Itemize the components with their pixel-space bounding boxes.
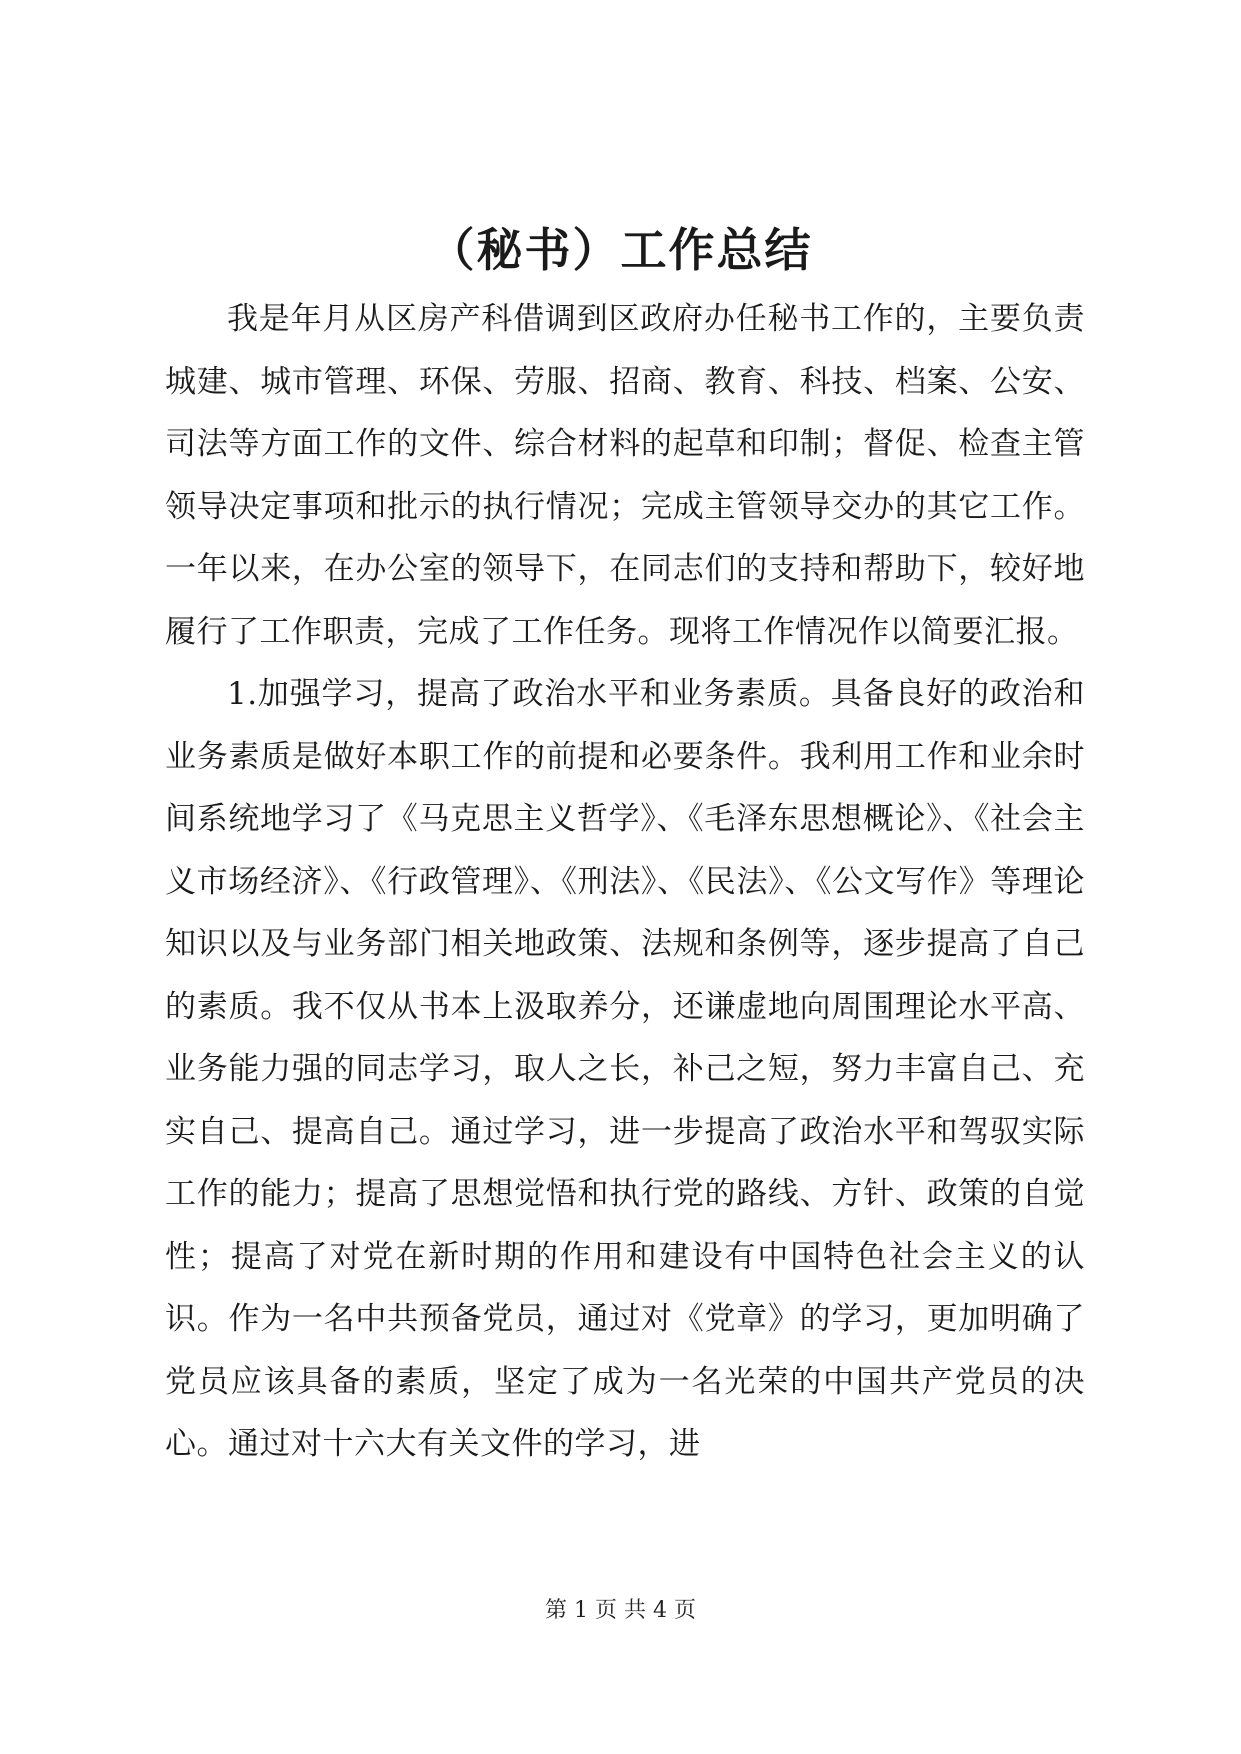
paragraph-intro: 我是年月从区房产科借调到区政府办任秘书工作的，主要负责城建、城市管理、环保、劳服、招商、教育、科技、档案、公安、司法等方面工作的文件、综合材料的起草和印制；督促、检查主管领导决定事项和批示的执行情况；完成主管领导交办的其它工作。一年以来，在办公室的领导下，在同志们的支持和帮助下，较好地履行了工作职责，完成了工作任务。现将工作情况作以简要汇报。 <box>165 301 1085 650</box>
document-title: （秘书）工作总结 <box>428 223 813 277</box>
document-body <box>165 288 1085 1476</box>
page-footer: 第 1 页 共 4 页 <box>545 1598 696 1623</box>
paragraph-study: 1.加强学习，提高了政治水平和业务素质。具备良好的政治和业务素质是做好本职工作的前提和必要条件。我利用工作和业余时间系统地学习了《马克思主义哲学》、《毛泽东思想概论》、《社会主义市场经济》、《行政管理》、《刑法》、《民法》、《公文写作》等理论知识以及与业务部门相关地政策、法规和条例等，逐步提高了自己的素质。我不仅从书本上汲取养分，还谦虚地向周围理论水平高、业务能力强的同志学习，取人之长，补己之短，努力丰富自己、充实自己、提高自己。通过学习，进一步提高了政治水平和驾驭实际工作的能力；提高了思想觉悟和执行党的路线、方针、政策的自觉性；提高了对党在新时期的作用和建设有中国特色社会主义的认识。作为一名中共预备党员，通过对《党章》的学习，更加明确了党员应该具备的素质，坚定了成为一名光荣的中国共产党员的决心。通过对十六大有关文件的学习，进 <box>165 676 1085 1462</box>
